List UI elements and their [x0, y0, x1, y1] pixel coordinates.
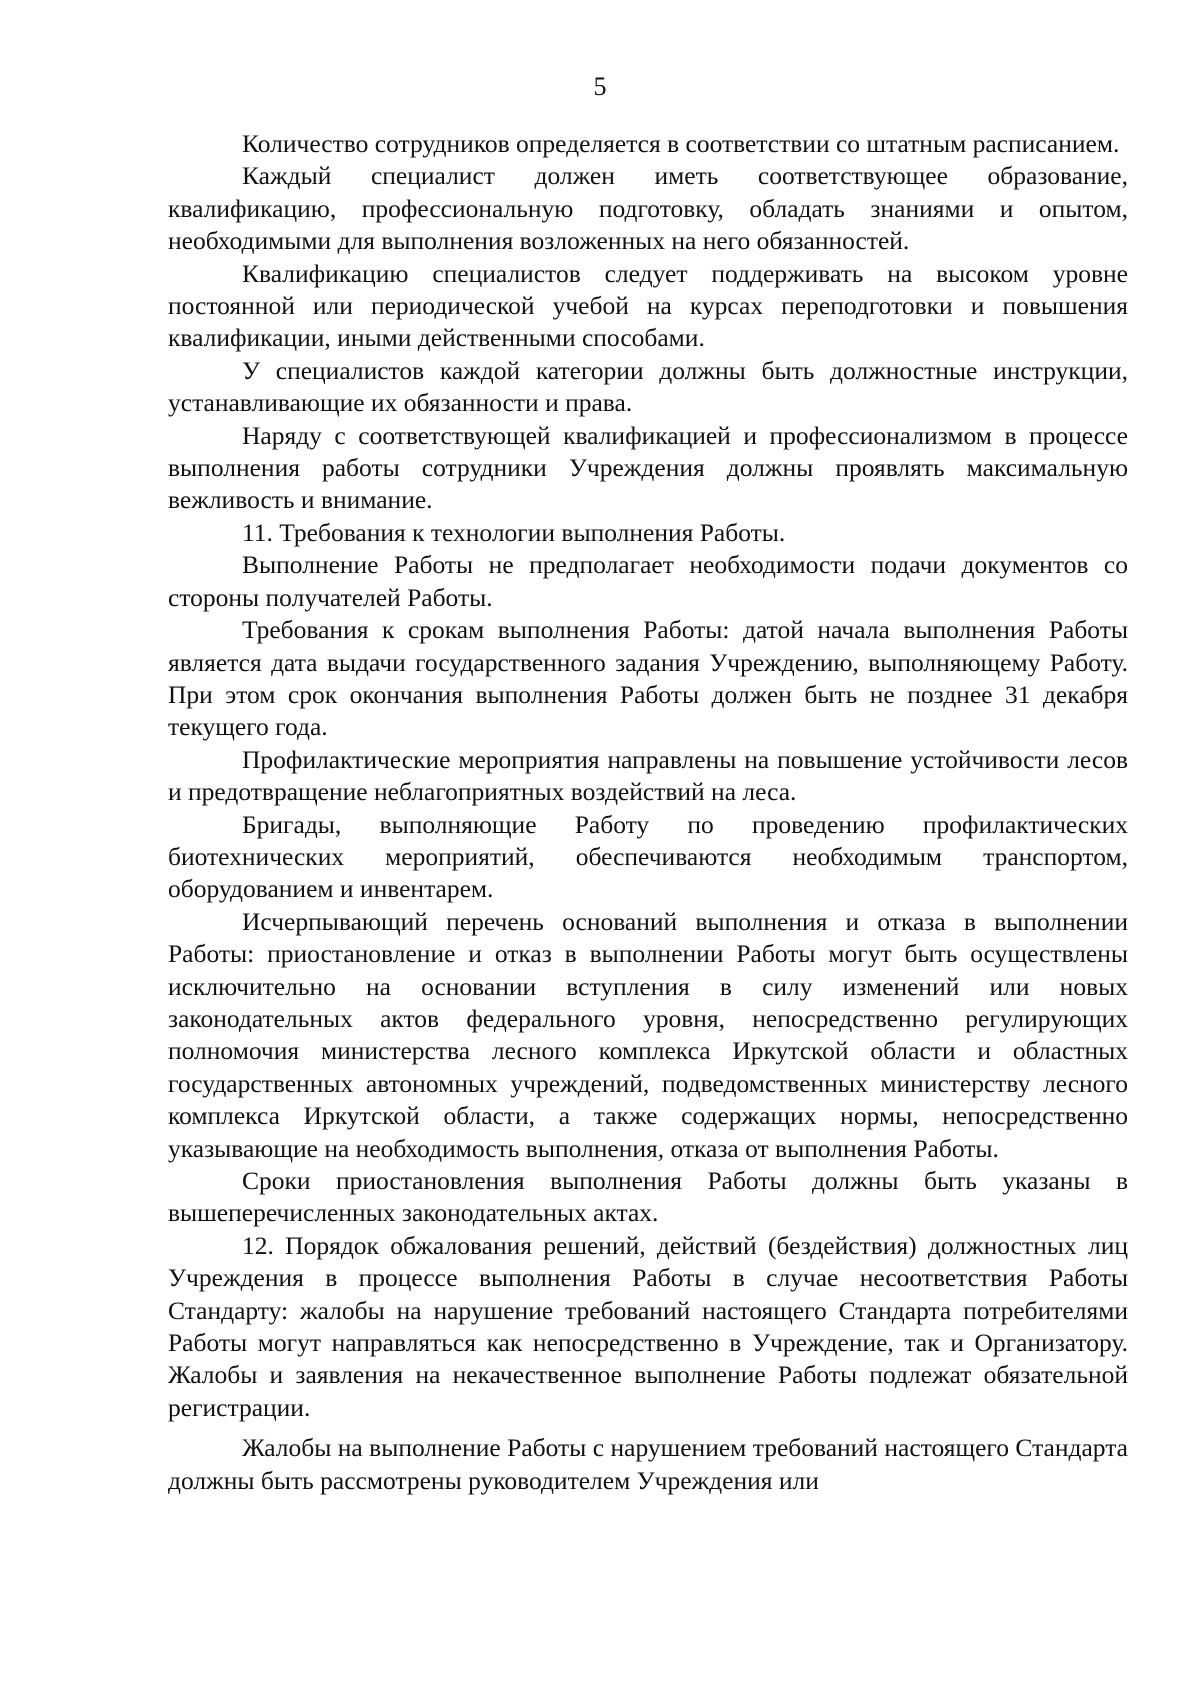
- paragraph: Исчерпывающий перечень оснований выполнения и отказа в выполнении Работы: приостановление и отказ в выполнении Работы могут быть осуществлены исключительно на основании вступления в силу изменений или новых законодательных актов федерального уровня, непосредственно регулирующих полномочия министерства лесного комплекса Иркутской области и областных государственных автономных учреждений, подведомственных министерству лесного комплекса Иркутской области, а также содержащих нормы, непосредственно указывающие на необходимость выполнения, отказа от выполнения Работы.: [168, 906, 1128, 1163]
- paragraph: Требования к срокам выполнения Работы: датой начала выполнения Работы является дата выдачи государственного задания Учреждению, выполняющему Работу. При этом срок окончания выполнения Работы должен быть не позднее 31 декабря текущего года.: [168, 615, 1128, 742]
- paragraph: Жалобы на выполнение Работы с нарушением требований настоящего Стандарта должны быть рассмотрены руководителем Учреждения или: [168, 1433, 1128, 1495]
- section-12-paragraph: 12. Порядок обжалования решений, действий (бездействия) должностных лиц Учреждения в процессе выполнения Работы в случае несоответствия Работы Стандарту: жалобы на нарушение требований настоящего Стандарта потребителями Работы могут направляться как непосредственно в Учреждение, так и Организатору. Жалобы и заявления на некачественное выполнение Работы подлежат обязательной регистрации.: [168, 1230, 1128, 1422]
- paragraph: Сроки приостановления выполнения Работы должны быть указаны в вышеперечисленных законодательных актах.: [168, 1166, 1128, 1228]
- paragraph: Профилактические мероприятия направлены на повышение устойчивости лесов и предотвращение неблагоприятных воздействий на леса.: [168, 744, 1128, 807]
- paragraph: Бригады, выполняющие Работу по проведению профилактических биотехнических мероприятий, обеспечиваются необходимым транспортом, оборудованием и инвентарем.: [168, 809, 1128, 904]
- paragraph: Квалификацию специалистов следует поддерживать на высоком уровне постоянной или периодической учебой на курсах переподготовки и повышения квалификации, иными действенными способами.: [168, 258, 1128, 353]
- document-body: [168, 128, 1128, 1497]
- paragraph: Выполнение Работы не предполагает необходимости подачи документов со стороны получателей Работы.: [168, 550, 1128, 612]
- paragraph: У специалистов каждой категории должны быть должностные инструкции, устанавливающие их обязанности и права.: [168, 355, 1128, 418]
- paragraph: Каждый специалист должен иметь соответствующее образование, квалификацию, профессиональную подготовку, обладать знаниями и опытом, необходимыми для выполнения возложенных на него обязанностей.: [168, 161, 1128, 256]
- section-heading-11: 11. Требования к технологии выполнения Работы.: [242, 517, 786, 547]
- paragraph: Наряду с соответствующей квалификацией и профессионализмом в процессе выполнения работы сотрудники Учреждения должны проявлять максимальную вежливость и внимание.: [168, 420, 1128, 515]
- page-number: 5: [593, 72, 607, 101]
- paragraph: Количество сотрудников определяется в соответствии со штатным расписанием.: [242, 129, 1120, 158]
